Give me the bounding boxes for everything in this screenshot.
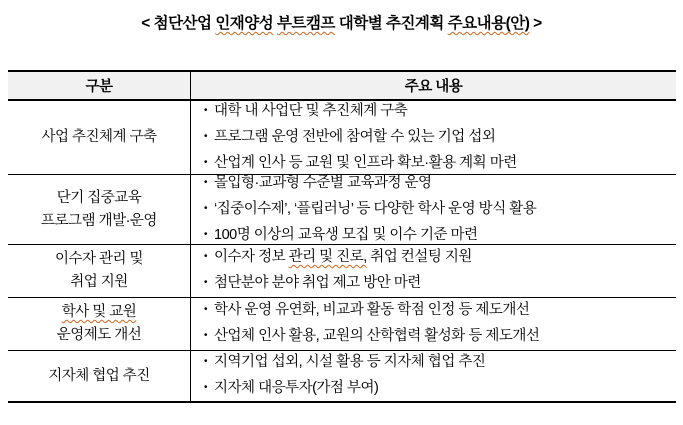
category-line: [57, 324, 142, 347]
text-run: 프로그램 개발·운영: [41, 212, 157, 229]
bullet-item-text: [214, 223, 478, 247]
spellcheck-squiggle: 학사 및 교원: [61, 304, 137, 320]
text-run: 이수자 관리 및: [54, 251, 144, 267]
bullet-icon: •: [204, 304, 208, 315]
text-run: 대학별 추진계획: [334, 15, 448, 32]
bullet-icon: •: [204, 156, 208, 168]
text-run: 산업체 인사 활용, 교원의 산학협력 활성화 등 제도개선: [214, 328, 540, 344]
category-line: [62, 301, 137, 324]
bullet-item-text: [214, 271, 421, 295]
table-row: [8, 245, 676, 298]
bullet-item-text: [214, 125, 495, 149]
bullet-item: [204, 271, 676, 297]
category-line: [57, 187, 142, 210]
category-line: [55, 248, 143, 271]
spellcheck-squiggle: 관리 및 진로,: [288, 249, 367, 265]
page-title: [0, 13, 683, 35]
bullet-item-text: [214, 171, 432, 195]
text-run: 지자체 대응투자(가점 부여): [214, 380, 379, 396]
bullet-icon: •: [204, 176, 208, 188]
bullet-item: [204, 376, 676, 402]
bullet-item: [204, 125, 676, 151]
category-line: [41, 126, 156, 149]
plan-table: [8, 70, 676, 403]
text-run: 산업계 인사 등 교원 및 인프라 확보·활용 계획 마련: [214, 154, 517, 171]
bullet-item-text: [214, 376, 378, 400]
text-run: 지자체 협업 추진: [48, 367, 150, 384]
bullet-item-text: [214, 298, 529, 322]
header-content: 주요 내용: [404, 79, 463, 95]
bullet-icon: •: [204, 277, 208, 288]
text-run: 몰입형·교과형 수준별 교육과정 운영: [214, 174, 432, 191]
content-cell: [191, 101, 676, 174]
bullet-item: [204, 171, 676, 197]
text-run: 학사 운영 유연화, 비교과 활동 학점 인정 등 제도개선: [214, 302, 530, 318]
header-category: 구분: [8, 72, 191, 99]
text-run: 100명 이상의 교육생 모집 및 이수 기준 마련: [214, 226, 478, 243]
content-cell: [191, 245, 676, 297]
text-run: 취업 컨설팅 지원: [366, 249, 472, 265]
table-row: [8, 175, 676, 245]
text-run: ‘집중이수제’, ‘플립러닝’ 등 다양한 학사 운영 방식 활용: [214, 200, 537, 217]
bullet-icon: •: [204, 382, 208, 393]
category-line: [41, 210, 157, 233]
bullet-item-text: [214, 245, 472, 269]
bullet-item-text: [214, 350, 485, 374]
content-cell: [191, 351, 676, 401]
text-run: < 첨단산업: [141, 15, 216, 32]
bullet-icon: •: [204, 228, 208, 240]
bullet-icon: •: [204, 356, 208, 367]
bullet-icon: •: [204, 104, 208, 116]
content-cell: [191, 298, 676, 350]
category-cell: [8, 351, 191, 401]
table-row: [8, 101, 676, 175]
text-run: 대학 내 사업단 및 추진체계 구축: [214, 102, 408, 119]
bullet-item-text: [214, 324, 539, 348]
table-header-row: [8, 72, 676, 101]
category-cell: [8, 101, 191, 174]
bullet-item: [204, 245, 676, 271]
bullet-item: [204, 298, 676, 324]
text-run: 사업 추진체계 구축: [41, 129, 157, 145]
bullet-item: [204, 99, 676, 125]
bullet-icon: •: [204, 251, 208, 262]
text-run: 단기 집중교육: [56, 189, 142, 206]
bullet-item: [204, 324, 676, 350]
text-run: 운영제도 개선: [56, 327, 142, 343]
table-row: [8, 298, 676, 351]
text-run: 취업 지원: [70, 274, 128, 290]
bullet-icon: •: [204, 130, 208, 142]
bullet-icon: •: [204, 330, 208, 341]
category-cell: [8, 245, 191, 297]
bullet-item-text: [214, 99, 407, 123]
content-cell: [191, 175, 676, 244]
category-line: [48, 365, 150, 388]
spellcheck-squiggle: 주요내용(안): [447, 15, 530, 32]
category-cell: [8, 298, 191, 350]
text-run: 이수자 정보: [214, 249, 289, 265]
text-run: 지역기업 섭외, 시설 활용 등 지자체 협업 추진: [214, 354, 486, 370]
category-line: [70, 271, 128, 294]
text-run: >: [529, 15, 542, 32]
category-cell: [8, 175, 191, 244]
bullet-item-text: [214, 197, 536, 221]
table-row: [8, 351, 676, 401]
spellcheck-squiggle: 인재양성: [215, 15, 274, 32]
bullet-icon: •: [204, 202, 208, 214]
bullet-item: [204, 350, 676, 376]
text-run: 프로그램 운영 전반에 참여할 수 있는 기업 섭외: [214, 128, 496, 145]
text-run: 첨단분야 분야 취업 제고 방안 마련: [214, 275, 421, 291]
bullet-item: [204, 197, 676, 223]
spellcheck-squiggle: 부트캠프: [277, 15, 335, 32]
